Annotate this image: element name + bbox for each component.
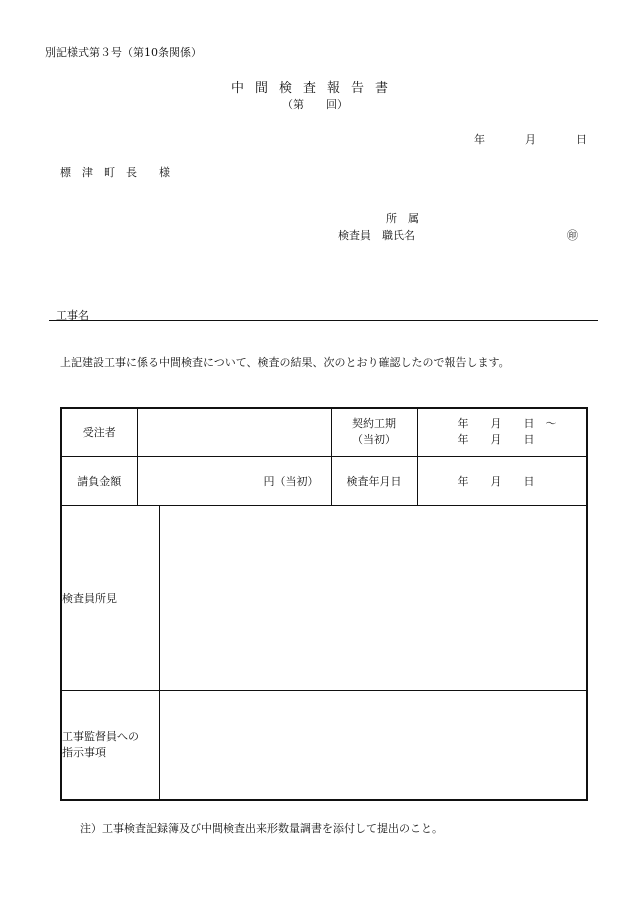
work-name-underline bbox=[49, 320, 598, 321]
date-month: 月 bbox=[525, 133, 536, 146]
date-day: 日 bbox=[576, 133, 587, 146]
contract-period-end: 年 月 日 bbox=[457, 433, 535, 447]
addressee: 標 津 町 長 様 bbox=[60, 166, 170, 179]
instructions-label-line1: 工事監督員への bbox=[62, 729, 139, 743]
inspection-date-label: 検査年月日 bbox=[331, 456, 417, 505]
contract-period-label-line2: （当初） bbox=[352, 433, 396, 447]
contractor-label: 受注者 bbox=[61, 408, 137, 456]
inspector-name-label: 検査員 職氏名 bbox=[338, 229, 415, 242]
inspection-date-field[interactable]: 年 月 日 bbox=[417, 456, 587, 505]
report-table bbox=[60, 407, 588, 801]
contract-amount-field[interactable]: 円（当初） bbox=[137, 456, 331, 505]
table-row bbox=[61, 690, 587, 800]
work-name-label: 工事名 bbox=[56, 309, 89, 322]
contract-period-start: 年 月 日 ～ bbox=[457, 417, 557, 431]
report-statement: 上記建設工事に係る中間検査について、検査の結果、次のとおり確認したので報告します。 bbox=[60, 356, 510, 369]
contract-period-label bbox=[331, 408, 417, 456]
instructions-field[interactable] bbox=[159, 690, 587, 800]
table-row bbox=[61, 456, 587, 505]
contract-period-field[interactable] bbox=[417, 408, 587, 456]
contractor-field[interactable] bbox=[137, 408, 331, 456]
date-year: 年 bbox=[474, 133, 485, 146]
contract-amount-label: 請負金額 bbox=[61, 456, 137, 505]
contract-period-label-line1: 契約工期 bbox=[352, 417, 396, 431]
seal-mark: ㊞ bbox=[567, 229, 578, 242]
table-row bbox=[61, 408, 587, 456]
form-number-label: 別記様式第３号（第10条関係） bbox=[45, 46, 202, 59]
inspection-count: （第 回） bbox=[282, 98, 348, 111]
table-row bbox=[61, 505, 587, 690]
findings-label: 検査員所見 bbox=[61, 505, 159, 690]
findings-field[interactable] bbox=[159, 505, 587, 690]
attachment-note: 注）工事検査記録簿及び中間検査出来形数量調書を添付して提出のこと。 bbox=[80, 822, 443, 835]
affiliation-label: 所 属 bbox=[386, 212, 419, 225]
instructions-label bbox=[61, 690, 159, 800]
document-title: 中間検査報告書 bbox=[230, 81, 399, 96]
instructions-label-line2: 指示事項 bbox=[62, 745, 106, 759]
date-line bbox=[474, 131, 587, 147]
